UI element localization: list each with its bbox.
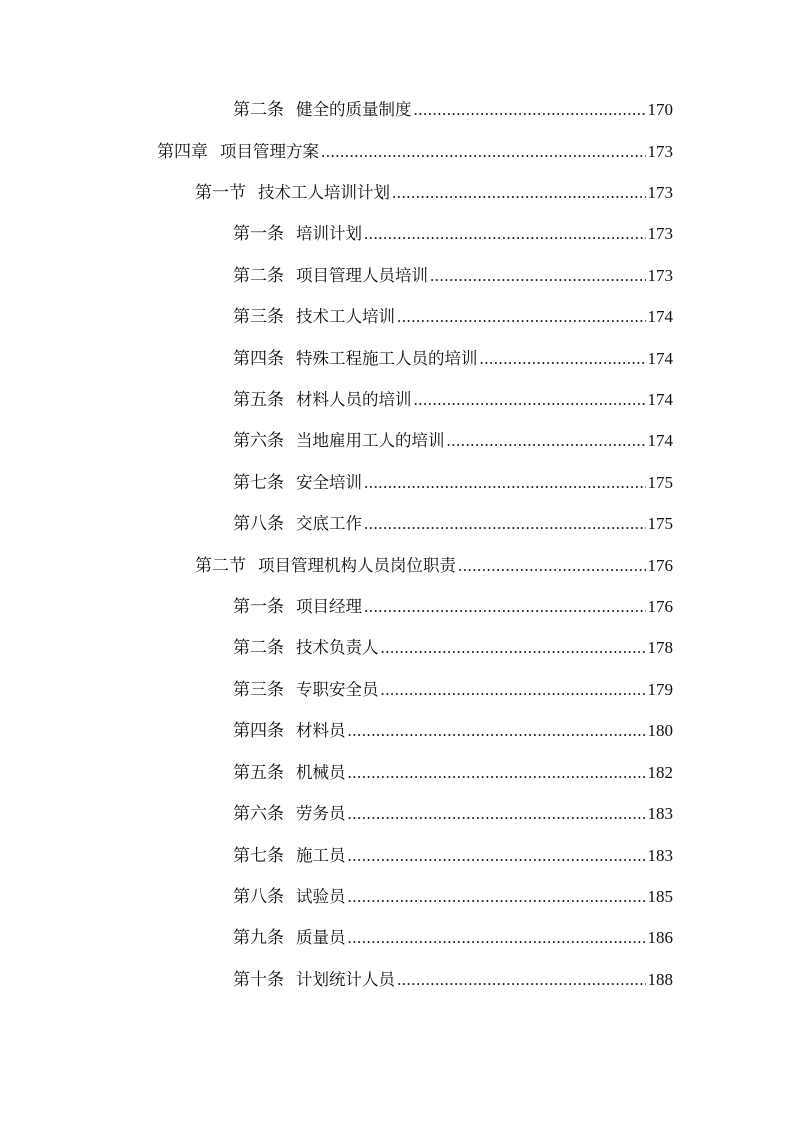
toc-entry-page: 182 [647,763,673,782]
toc-entry-number: 第二条 [233,638,284,658]
toc-entry-title: 施工员 [296,846,346,865]
toc-entry[interactable] [233,96,673,124]
toc-entry[interactable] [233,469,673,497]
toc-entry[interactable] [233,345,673,373]
toc-leader-dots [364,593,646,621]
toc-entry-number: 第二条 [233,100,284,120]
toc-entry-title: 特殊工程施工人员的培训 [296,349,478,368]
toc-entry-page: 186 [647,928,673,947]
toc-entry-number: 第一节 [195,183,246,203]
toc-entry-page: 174 [647,307,673,326]
toc-entry-title: 项目管理人员培训 [296,266,428,285]
toc-entry-number: 第七条 [233,846,284,866]
toc-entry-title: 技术工人培训 [296,307,395,326]
toc-leader-dots [397,303,646,331]
toc-entry[interactable] [233,924,673,952]
toc-entry-section[interactable] [195,552,673,580]
toc-leader-dots [364,510,646,538]
toc-entry-page: 183 [647,804,673,823]
toc-entry-page: 174 [647,431,673,450]
toc-leader-dots [348,717,646,745]
toc-entry-number: 第六条 [233,431,284,451]
toc-leader-dots [381,634,646,662]
toc-entry-number: 第四章 [157,142,208,162]
toc-leader-dots [381,676,646,704]
toc-entry-title: 专职安全员 [296,680,379,699]
toc-entry[interactable] [233,634,673,662]
toc-entry-title: 安全培训 [296,473,362,492]
toc-entry-title: 培训计划 [296,224,362,243]
toc-entry-title: 质量员 [296,928,346,947]
toc-entry[interactable] [233,386,673,414]
toc-leader-dots [414,96,646,124]
toc-entry[interactable] [233,427,673,455]
toc-entry-page: 174 [647,349,673,368]
toc-entry-page: 176 [647,597,673,616]
toc-entry-number: 第二条 [233,266,284,286]
toc-entry[interactable] [233,717,673,745]
toc-entry[interactable] [233,303,673,331]
toc-entry-number: 第八条 [233,514,284,534]
toc-entry[interactable] [233,883,673,911]
toc-entry-number: 第九条 [233,928,284,948]
toc-entry-page: 183 [647,846,673,865]
toc-entry[interactable] [233,842,673,870]
toc-entry-title: 技术工人培训计划 [258,183,390,202]
toc-entry-section[interactable] [195,179,673,207]
toc-leader-dots [414,386,646,414]
toc-leader-dots [364,469,646,497]
toc-leader-dots [348,883,646,911]
toc-entry-page: 170 [647,100,673,119]
toc-entry-title: 材料员 [296,721,346,740]
toc-entry-title: 交底工作 [296,514,362,533]
toc-entry-title: 试验员 [296,887,346,906]
toc-entry-number: 第三条 [233,307,284,327]
toc-entry-number: 第八条 [233,887,284,907]
toc-leader-dots [392,179,646,207]
toc-leader-dots [348,759,646,787]
toc-entry-chapter[interactable] [157,138,673,166]
toc-entry-number: 第一条 [233,597,284,617]
toc-entry[interactable] [233,510,673,538]
toc-entry-title: 项目经理 [296,597,362,616]
toc-leader-dots [447,427,646,455]
toc-entry-number: 第四条 [233,721,284,741]
toc-entry-title: 当地雇用工人的培训 [296,431,445,450]
toc-leader-dots [458,552,646,580]
toc-entry-page: 180 [647,721,673,740]
toc-leader-dots [348,800,646,828]
toc-entry-title: 项目管理机构人员岗位职责 [258,556,456,575]
toc-entry-number: 第七条 [233,473,284,493]
toc-entry[interactable] [233,676,673,704]
toc-entry-title: 技术负责人 [296,638,379,657]
toc-entry-number: 第三条 [233,680,284,700]
toc-entry-page: 175 [647,473,673,492]
toc-entry-number: 第五条 [233,763,284,783]
toc-entry-page: 178 [647,638,673,657]
toc-entry-title: 计划统计人员 [296,970,395,989]
toc-leader-dots [321,138,646,166]
toc-entry-page: 176 [647,556,673,575]
toc-entry-number: 第二节 [195,556,246,576]
toc-entry[interactable] [233,593,673,621]
toc-entry-title: 项目管理方案 [220,142,319,161]
toc-entry-page: 173 [647,142,673,161]
toc-leader-dots [348,924,646,952]
toc-entry-title: 机械员 [296,763,346,782]
toc-entry[interactable] [233,966,673,994]
toc-entry[interactable] [233,220,673,248]
toc-entry[interactable] [233,759,673,787]
toc-entry-page: 188 [647,970,673,989]
toc-entry-page: 173 [647,183,673,202]
toc-leader-dots [430,262,646,290]
toc-entry[interactable] [233,800,673,828]
toc-entry-page: 173 [647,266,673,285]
toc-entry-title: 材料人员的培训 [296,390,412,409]
toc-entry-title: 劳务员 [296,804,346,823]
toc-entry-number: 第一条 [233,224,284,244]
toc-entry-page: 185 [647,887,673,906]
toc-leader-dots [480,345,646,373]
toc-entry-number: 第四条 [233,349,284,369]
toc-entry[interactable] [233,262,673,290]
toc-leader-dots [364,220,646,248]
toc-leader-dots [348,842,646,870]
toc-entry-number: 第十条 [233,970,284,990]
toc-entry-number: 第五条 [233,390,284,410]
toc-entry-title: 健全的质量制度 [296,100,412,119]
toc-entry-number: 第六条 [233,804,284,824]
toc-entry-page: 179 [647,680,673,699]
toc-entry-page: 174 [647,390,673,409]
toc-leader-dots [397,966,646,994]
toc-entry-page: 173 [647,224,673,243]
toc-entry-page: 175 [647,514,673,533]
